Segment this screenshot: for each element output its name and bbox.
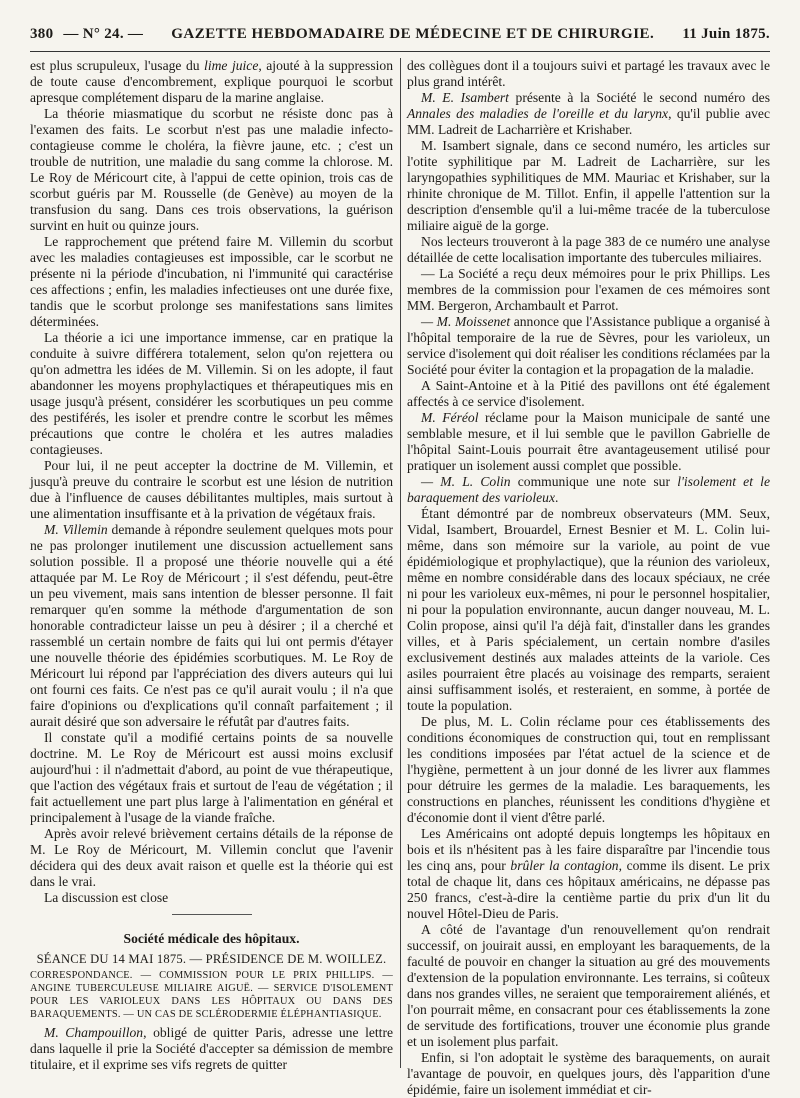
issue-date: 11 Juin 1875. xyxy=(682,26,770,42)
paragraph: Après avoir relevé brièvement certains détails de la réponse de M. Le Roy de Méricourt, M. Villemin conclut que l'avenir décidera qui des deux avait raison et quelle est la théorie qui est dans le vrai. xyxy=(30,826,393,889)
session-heading: SÉANCE DU 14 MAI 1875. — PRÉSIDENCE DE M. WOILLEZ. xyxy=(36,952,387,966)
paragraph: — La Société a reçu deux mémoires pour le prix Phillips. Les membres de la commission pour l'examen de ces mémoires sont MM. Bergeron, Archambault et Parrot. xyxy=(407,266,770,313)
paragraph: M. E. Isambert présente à la Société le second numéro des Annales des maladies de l'oreille et du larynx, qu'il publie avec MM. Ladreit de Lacharrière et Krishaber. xyxy=(407,90,770,137)
paragraph: est plus scrupuleux, l'usage du lime juice, ajouté à la suppression de toute cause d'encombrement, explique pourquoi le scorbut apresque complétement disparu de la marine anglaise. xyxy=(30,58,393,105)
section-title: Société médicale des hôpitaux. xyxy=(123,931,300,946)
issue-number: — N° 24. — xyxy=(63,26,144,42)
page-number: 380 xyxy=(30,26,54,42)
paragraph: Les Américains ont adopté depuis longtemps les hôpitaux en bois et ils n'hésitent pas à les faire disparaître par l'incendie tous les cinq ans, pour brûler la contagion, comme ils disent. Le prix total de chaque lit, dans ces hôpitaux américains, ne dépasse pas 250 francs, c'est-à-dire la centième partie du prix d'un lit du nouvel Hôtel-Dieu de Paris. xyxy=(407,826,770,921)
paragraph: A côté de l'avantage d'un renouvellement qu'on rendrait successif, on jouirait aussi, en employant les baraquements, de la faculté de pouvoir en changer la situation au gré des mouvements d'extension de la population environnante. Les terrains, si coûteux dans nos grandes villes, ne seraient que temporairement aliénés, et l'on pourrait même, en consacrant pour ces établissements la zone de servitude des fortifications, trouver une économie plus grande et un isolement plus parfait. xyxy=(407,922,770,1049)
paragraph: des collègues dont il a toujours suivi et partagé les travaux avec le plus grand intérêt. xyxy=(407,58,770,89)
section-divider xyxy=(172,914,252,915)
paragraph: Étant démontré par de nombreux observateurs (MM. Seux, Vidal, Isambert, Brouardel, Ernest Besnier et M. L. Colin lui-même, dans son mémoire sur la variole, au point de vue épidémiologique et prophylactique), que la réunion des varioleux, même en nombre considérable dans des locaux spéciaux, ne crée ni pour les varioleux eux-mêmes, ni pour le personnel hospitalier, ni pour la population environnante, aucun danger nouveau, M. L. Colin propose, ainsi qu'il l'a déjà fait, d'installer dans les grandes villes, et à Paris spécialement, un certain nombre d'asiles exclusivement destinés aux malades atteints de la variole. Ces asiles pourraient être placés au voisinage des remparts, seraient ainsi suffisamment isolés, et resteraient, en somme, à portée de toute la population. xyxy=(407,506,770,713)
paragraph: M. Isambert signale, dans ce second numéro, les articles sur l'otite syphilitique par M. Ladreit de Lacharrière, sur les laryngopathies syphilitiques de MM. Mauriac et Krishaber, sur la rhinite chronique de M. Tillot. Enfin, il appelle l'attention sur la description d'ensemble qu'il a lui-même tracée de la tuberculose miliaire aiguë de la gorge. xyxy=(407,138,770,233)
paragraph: M. Villemin demande à répondre seulement quelques mots pour ne pas prolonger inutilement une discussion actuellement sans solution possible. Il a proposé une théorie nouvelle qui a été attaquée par M. Le Roy de Méricourt ; il s'est défendu, peut-être un peu vivement, mais sans intention de blesser personne. Il fait remarquer qu'en somme la méthode d'argumentation de son honorable contradicteur laisse un peu à désirer ; il a cherché et rassemblé un certain nombre de faits qui lui ont permis d'étayer une nouvelle théorie des épidémies scorbutiques. M. Le Roy de Méricourt lui répond par l'appréciation des divers auteurs qui lui ont fourni ces faits. Ce n'est pas ce qu'il aurait voulu ; il n'a que faire d'opinions ou d'explications qu'il connaît parfaitement ; il aurait désiré que son adversaire le réfutât par d'autres faits. xyxy=(30,522,394,729)
journal-title: GAZETTE HEBDOMADAIRE DE MÉDECINE ET DE CHIRURGIE. xyxy=(171,26,655,42)
paragraph: A Saint-Antoine et à la Pitié des pavillons ont été également affectés à ce service d'isolement. xyxy=(407,378,770,409)
paragraph: Pour lui, il ne peut accepter la doctrine de M. Villemin, et jusqu'à preuve du contraire le scorbut est une lésion de nutrition due à l'influence de causes débilitantes multiples, mais surtout à une alimentation insuffisante et à la privation de végétaux frais. xyxy=(30,458,393,521)
paragraph: — M. Moissenet annonce que l'Assistance publique a organisé à l'hôpital temporaire de la rue de Sèvres, pour les varioleux, un service d'isolement qui doit réaliser les conditions réclamées par la Société pour éviter la contagion et la propagation de la maladie. xyxy=(407,314,770,377)
paragraph: — M. L. Colin communique une note sur l'isolement et le baraquement des varioleux. xyxy=(407,474,770,505)
right-column xyxy=(407,58,770,1097)
paragraph: La théorie a ici une importance immense, car en pratique la conduite à suivre différera totalement, selon qu'on rejettera ou qu'on admettra les idées de M. Villemin. Si on les adopte, il faut abandonner les moyens prophylactiques et thérapeutiques mis en usage jusqu'à présent, considérer les scorbutiques un peu comme des pestiférés, les isoler et prendre contre le scorbut les mêmes précautions que contre le choléra et les autres maladies contagieuses. xyxy=(30,330,393,457)
paragraph: Le rapprochement que prétend faire M. Villemin du scorbut avec les maladies contagieuses est impossible, car le scorbut ne présente ni la période d'incubation, ni l'immunité qui caractérise ces affections ; enfin, les maladies infectieuses ont une durée fixe, tandis que le scorbut prolonge ses manifestations sans limites déterminées. xyxy=(30,234,393,329)
paragraph: M. Champouillon, obligé de quitter Paris, adresse une lettre dans laquelle il prie la Société d'accepter sa démission de membre titulaire, et il exprime ses vifs regrets de quitter xyxy=(30,1025,394,1072)
paragraph: Il constate qu'il a modifié certains points de sa nouvelle doctrine. M. Le Roy de Méricourt est aussi moins exclusif aujourd'hui : il n'admettait d'abord, au point de vue thérapeutique, que l'action des végétaux frais et surtout de l'eau de végétation ; il fait actuellement une part plus large à l'alimentation en général et principalement à l'usage de la viande fraîche. xyxy=(30,730,393,825)
paragraph: La théorie miasmatique du scorbut ne résiste donc pas à l'examen des faits. Le scorbut n'est pas une maladie infecto-contagieuse comme le choléra, la fièvre jaune, etc. ; c'est un trouble de nutrition, une maladie du sang comme la chlorose. M. Le Roy de Méricourt cite, à l'appui de cette opinion, trois cas de scorbut guéris par M. Rousselle (de Genève) au moyen de la transfusion du sang. Dans ces trois observations, la guérison survint en huit ou quinze jours. xyxy=(30,106,393,233)
paragraph: La discussion est close xyxy=(44,890,169,905)
paragraph: Nos lecteurs trouveront à la page 383 de ce numéro une analyse détaillée de cette localisation importante des tubercules miliaires. xyxy=(407,234,770,265)
paragraph: De plus, M. L. Colin réclame pour ces établissements des conditions économiques de construction qui, tout en remplissant les conditions imposées par l'état actuel de la science et de l'hygiène, permettent à un jour donné de les livrer aux flammes pour détruire les germes de la maladie. Les baraquements, les constructions en planches, réunissent les conditions d'hygiène et d'économie dont il vient d'être parlé. xyxy=(407,714,770,825)
left-column xyxy=(30,58,394,1072)
session-summary: CORRESPONDANCE. — COMMISSION POUR LE PRIX PHILLIPS. — ANGINE TUBERCULEUSE MILIAIRE AIGUË. — SERVICE D'ISOLEMENT POUR LES VARIOLEUX DANS LES HÔPITAUX OU DANS DES BARAQUEMENTS. — UN CAS DE SCLÉRODERMIE ÉLÉPHANTIASIQUE. xyxy=(30,970,393,1020)
article-columns xyxy=(30,58,770,1097)
paragraph: Enfin, si l'on adoptait le système des baraquements, on aurait l'avantage de pouvoir, en quelques jours, dès l'apparition d'une épidémie, faire un isolement immédiat et cir- xyxy=(407,1050,770,1097)
page-header xyxy=(30,26,770,52)
paragraph: M. Féréol réclame pour la Maison municipale de santé une semblable mesure, et il lui semble que le pavillon Gabrielle de l'hôpital Saint-Louis pourrait être avantageusement utilisé pour pratiquer un isolement aussi complet que possible. xyxy=(407,410,770,473)
